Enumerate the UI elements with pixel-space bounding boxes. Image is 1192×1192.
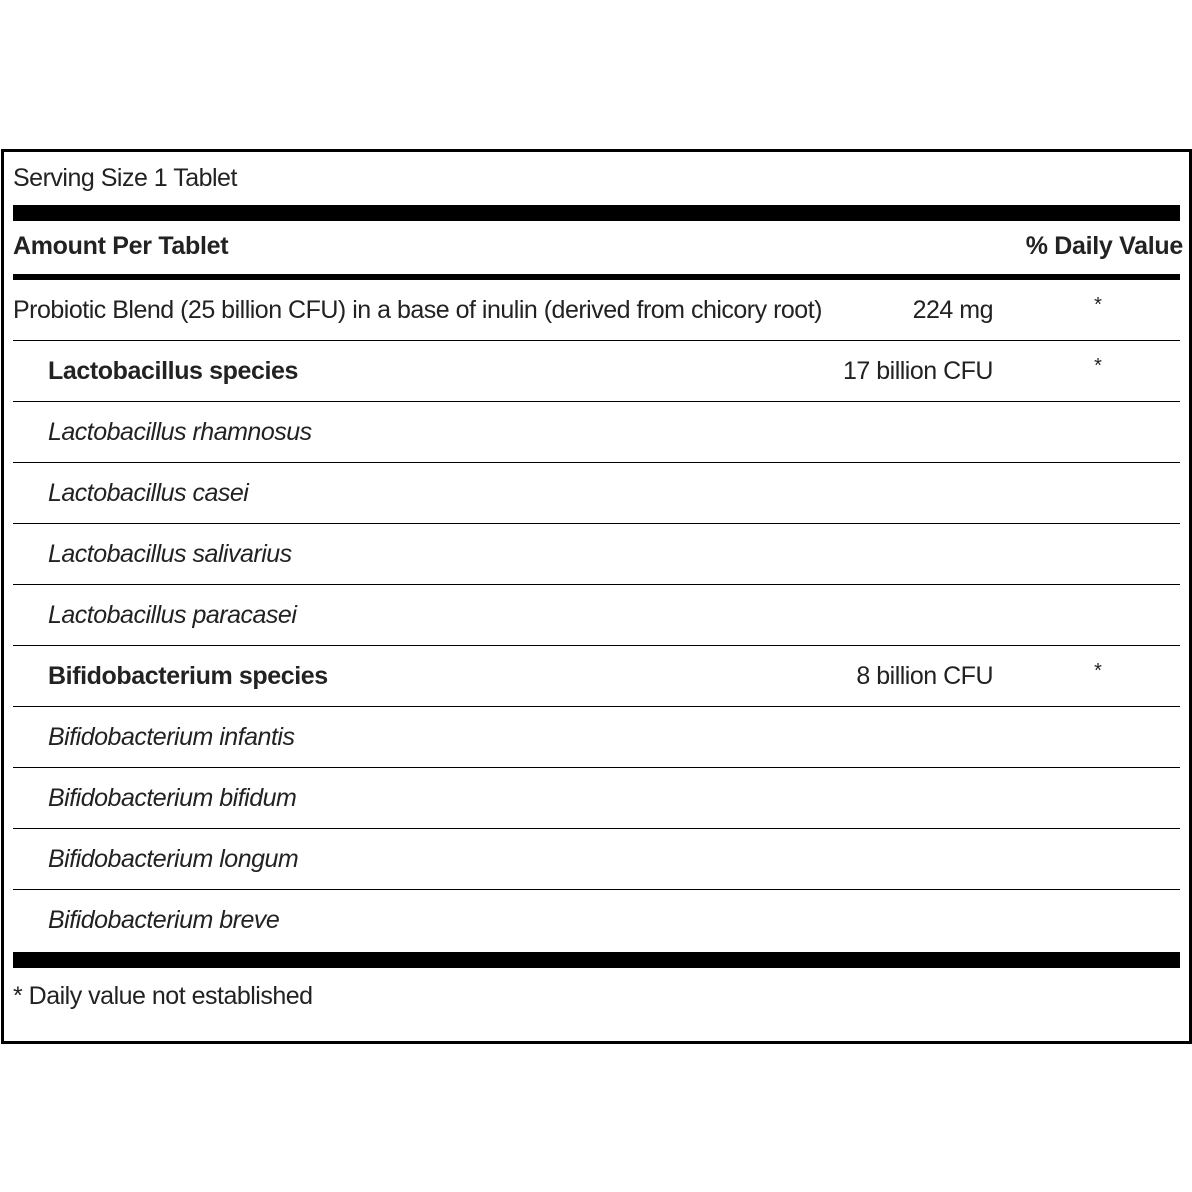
ingredient-name: Bifidobacterium longum [48,845,299,873]
ingredient-row [13,402,1180,463]
ingredient-name: Lactobacillus species [48,357,299,385]
ingredient-name: Bifidobacterium infantis [48,723,295,751]
ingredient-list [13,280,1180,951]
ingredient-row [13,646,1180,707]
ingredient-name: Lactobacillus salivarius [48,540,292,568]
daily-value-header: % Daily Value [1025,232,1183,260]
ingredient-name: Probiotic Blend (25 billion CFU) in a base of inulin (derived from chicory root) [13,296,822,324]
ingredient-amount: 8 billion CFU [856,662,993,690]
ingredient-name: Lactobacillus paracasei [48,601,297,629]
ingredient-name: Bifidobacterium species [48,662,328,690]
ingredient-row [13,524,1180,585]
ingredient-daily-value: * [1094,294,1102,316]
divider-thick [13,205,1180,221]
ingredient-row [13,585,1180,646]
ingredient-row [13,890,1180,951]
ingredient-row [13,707,1180,768]
supplement-facts-panel [1,149,1192,1044]
ingredient-name: Lactobacillus casei [48,479,249,507]
ingredient-amount: 224 mg [912,296,993,324]
ingredient-name: Lactobacillus rhamnosus [48,418,312,446]
ingredient-name: Bifidobacterium bifidum [48,784,297,812]
ingredient-amount: 17 billion CFU [842,357,993,385]
amount-per-header: Amount Per Tablet [13,232,229,260]
ingredient-daily-value: * [1094,355,1102,377]
ingredient-row [13,341,1180,402]
footnote: * Daily value not established [13,982,313,1010]
ingredient-row [13,463,1180,524]
divider-thick-bottom [13,952,1180,968]
ingredient-name: Bifidobacterium breve [48,906,280,934]
ingredient-row [13,280,1180,341]
ingredient-daily-value: * [1094,660,1102,682]
ingredient-row [13,829,1180,890]
serving-size: Serving Size 1 Tablet [13,164,237,192]
ingredient-row [13,768,1180,829]
